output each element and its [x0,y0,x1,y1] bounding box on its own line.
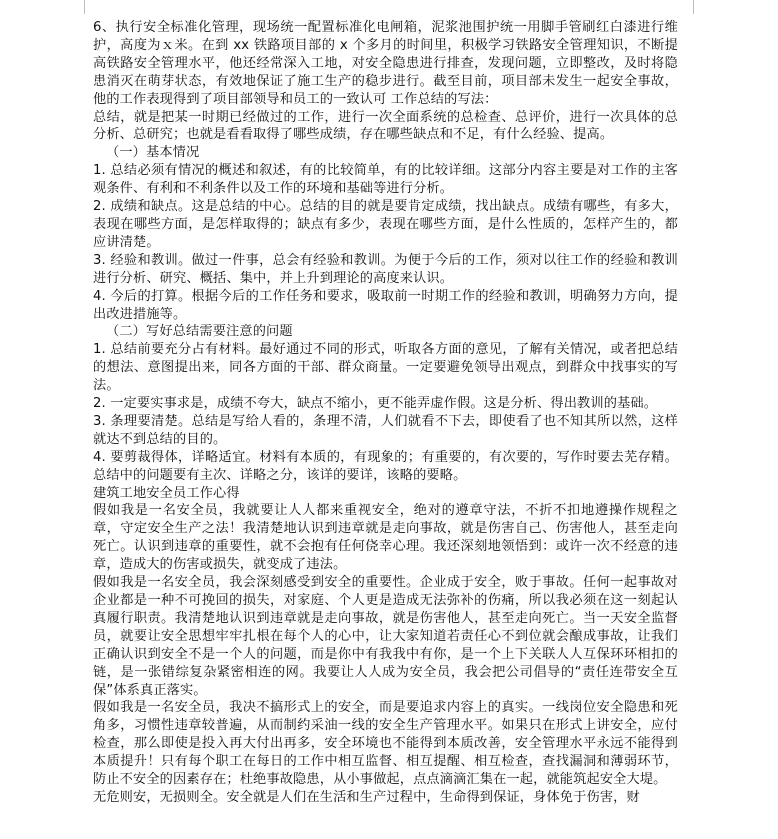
paragraph: 2. 一定要实事求是，成绩不夸大，缺点不缩小，更不能弄虚作假。这是分析、得出教训的基础。 [93,396,658,412]
crop-mark-right [693,0,694,14]
crop-mark-left [84,0,85,14]
paragraph: 1. 总结前要充分占有材料。最好通过不同的形式，听取各方面的意见，了解有关情况，或者把总结的想法、意图提出来，同各方面的干部、群众商量。一定要避免领导出观点，到群众中找事实的写法。 [93,342,678,394]
paragraph: 假如我是一名安全员，我决不搞形式上的安全，而是要追求内容上的真实。一线岗位安全隐患和死角多，习惯性违章较普遍，从而制约采油一线的安全生产管理水平。如果只在形式上讲安全，应付检查，那么即使是投入再大付出再多，安全环境也不能得到本质改善，安全管理水平永远不能得到本质提升！只有每个职工在每日的工作中相互监督、相互提醒、相互检查，查找漏洞和薄弱环节，防止不安全的因素存在；杜绝事故隐患，从小事做起，点点滴滴汇集在一起，就能筑起安全大堤。 [93,700,678,788]
paragraph: 无危则安，无损则全。安全就是人们在生活和生产过程中，生命得到保证，身体免于伤害，财 [93,789,640,805]
article-title: 建筑工地安全员工作心得 [93,485,240,501]
paragraph: 3. 条理要清楚。总结是写给人看的，条理不清，人们就看不下去，即使看了也不知其所以然，这样就达不到总结的目的。 [93,413,678,447]
paragraph: 假如我是一名安全员，我就要让人人都来重视安全，绝对的遵章守法，不折不扣地遵操作规程之章，守定安全生产之法！我清楚地认识到违章就是走向事故，就是伤害自己、伤害他人，甚至走向死亡。认识到违章的重要性，就不会抱有任何侥幸心理。我还深刻地领悟到：或许一次不经意的违章，造成大的伤害或损失，就变成了违法。 [93,503,678,573]
paragraph: 假如我是一名安全员，我会深刻感受到安全的重要性。企业成于安全，败于事故。任何一起事故对企业都是一种不可挽回的损失，对家庭、个人更是造成无法弥补的伤痛，所以我必须在这一刻起认真履行职责。我清楚地认识到违章就是走向事故，就是伤害他人，甚至走向死亡。当一天安全监督员，就要让安全思想牢牢扎根在每个人的心中，让大家知道若责任心不到位就会酿成事故，让我们正确认识到安全不是一个人的问题，而是你中有我我中有你，是一个上下关联人人互保环环相扣的链，是一张错综复杂紧密相连的网。我要让人人成为安全员，我会把公司倡导的“责任连带安全互保”体系真正落实。 [93,575,678,698]
paragraph: 6、执行安全标准化管理，现场统一配置标准化电闸箱，泥浆池围护统一用脚手管刷红白漆进行维护，高度为ｘ米。在到 xx 铁路项目部的 x 个多月的时间里，积极学习铁路安全管理知识，不断提高铁路安全管理水平，他还经常深入工地，对安全隐患进行排查，发现问题，立即整改，及时将隐患消灭在萌芽状态，有效地保证了施工生产的稳步进行。截至目前，项目部未发生一起安全事故，他的工作表现得到了项目部领导和员工的一致认可 工作总结的写法： [93,20,678,107]
paragraph: 1. 总结必须有情况的概述和叙述，有的比较简单，有的比较详细。这部分内容主要是对工作的主客观条件、有利和不利条件以及工作的环境和基础等进行分析。 [93,163,678,197]
section-heading: （二）写好总结需要注意的问题 [106,324,293,340]
paragraph: 4. 今后的打算。根据今后的工作任务和要求，吸取前一时期工作的经验和教训，明确努力方向，提出改进措施等。 [93,288,678,322]
paragraph: 总结，就是把某一时期已经做过的工作，进行一次全面系统的总检查、总评价，进行一次具体的总分析、总研究；也就是看看取得了哪些成绩，存在哪些缺点和不足，有什么经验、提高。 [93,109,678,143]
paragraph: 2. 成绩和缺点。这是总结的中心。总结的目的就是要肯定成绩，找出缺点。成绩有哪些，有多大，表现在哪些方面，是怎样取得的；缺点有多少，表现在哪些方面，是什么性质的，怎样产生的，都应讲清楚。 [93,199,678,250]
document-body [93,19,678,807]
section-heading: （一）基本情况 [106,145,200,161]
paragraph: 4. 要剪裁得体，详略适宜。材料有本质的，有现象的；有重要的，有次要的，写作时要去芜存精。总结中的问题要有主次、详略之分，该详的要详，该略的要略。 [93,449,678,483]
paragraph: 3. 经验和教训。做过一件事，总会有经验和教训。为便于今后的工作，须对以往工作的经验和教训进行分析、研究、概括、集中，并上升到理论的高度来认识。 [93,252,678,286]
